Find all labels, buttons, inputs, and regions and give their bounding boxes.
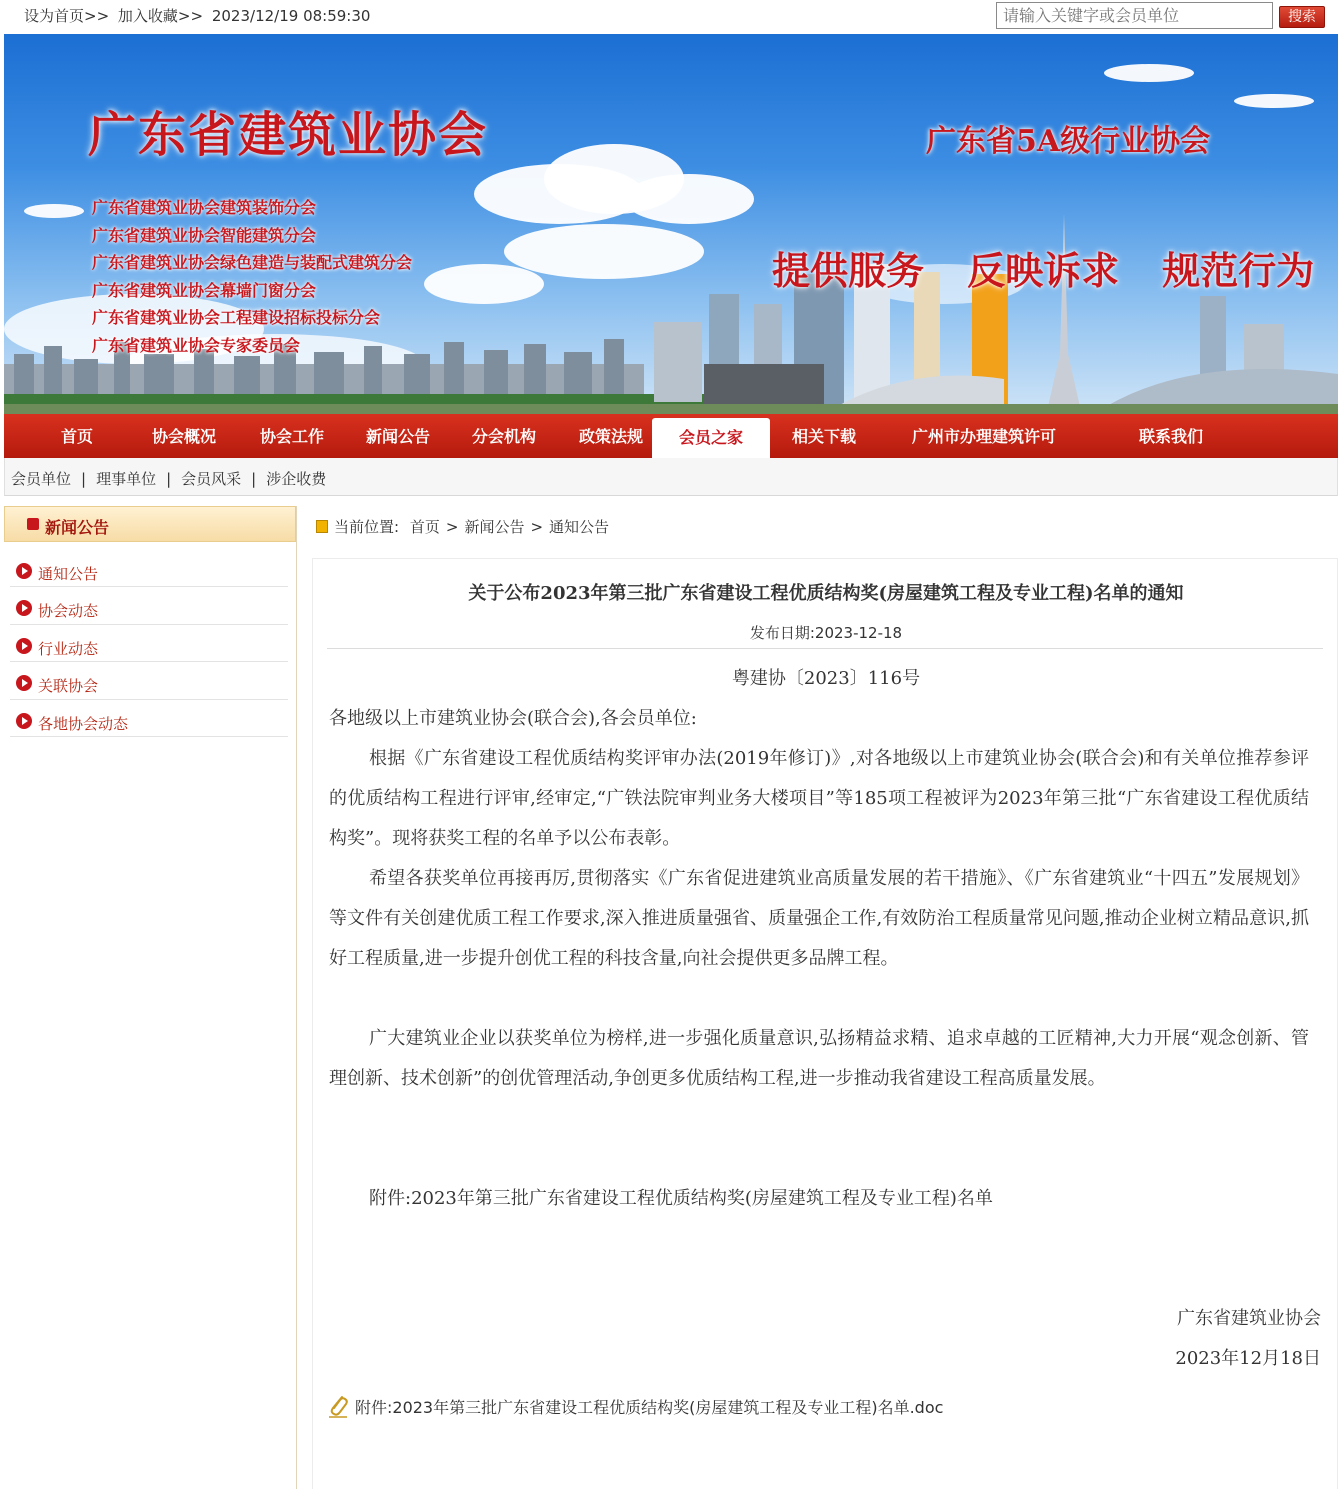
search-button[interactable]: 搜索 [1279,6,1325,28]
sidebar-item-related-associations[interactable] [10,662,288,699]
top-links [24,5,374,26]
branch-item[interactable]: 广东省建筑业协会专家委员会 [92,335,301,355]
slogan-service: 提供服务 [772,248,925,293]
sidebar-item-label: 各地协会动态 [38,714,129,733]
nav-members[interactable]: 会员之家 [652,418,770,458]
article-panel [312,558,1338,1489]
top-bar [0,0,1339,32]
attachment-filename: 附件:2023年第三批广东省建设工程优质结构奖(房屋建筑工程及专业工程)名单.doc [355,1398,944,1417]
sidebar-item-notices[interactable] [10,550,288,587]
set-home-link[interactable]: 设为首页>> [24,7,110,25]
sidebar [4,506,297,1489]
signature-organization: 广东省建筑业协会 [1177,1308,1321,1329]
subnav-council-units[interactable]: 理事单位 [96,470,157,488]
breadcrumb-label: 当前位置: [334,518,400,536]
sidebar-item-label: 关联协会 [38,677,99,696]
slogan-regulate: 规范行为 [1162,248,1315,293]
branch-item[interactable]: 广东省建筑业协会建筑装饰分会 [92,198,317,217]
sidebar-item-local-associations[interactable] [10,700,288,737]
breadcrumb-separator: > [445,518,459,536]
flag-icon [316,520,328,533]
subnav-separator: | [166,470,172,488]
salutation: 各地级以上市建筑业协会(联合会),各会员单位: [329,708,697,729]
nav-home[interactable]: 首页 [60,427,93,446]
main-nav [4,414,1338,458]
breadcrumb-notices[interactable]: 通知公告 [549,518,610,536]
subnav-enterprise-fees[interactable]: 涉企收费 [266,470,327,488]
branch-item[interactable]: 广东省建筑业协会绿色建造与装配式建筑分会 [92,253,413,273]
play-circle-icon [16,563,32,579]
nav-contact[interactable]: 联系我们 [1138,427,1203,446]
nav-work[interactable]: 协会工作 [259,427,324,446]
sidebar-item-label: 通知公告 [38,565,99,583]
slogans [772,240,1338,295]
paragraph: 广大建筑业企业以获奖单位为榜样,进一步强化质量意识,弘扬精益求精、追求卓越的工匠精神,大力开展“观念创新、管理创新、技术创新”的创优管理活动,争创更多优质结构工程,进一步推动我省建设工程高质量发展。 [329,1028,1309,1089]
sidebar-title: 新闻公告 [45,518,110,537]
breadcrumb-separator: > [530,518,544,536]
paragraph: 根据《广东省建设工程优质结构奖评审办法(2019年修订)》,对各地级以上市建筑业协会(联合会)和有关单位推荐参评的优质结构工程进行评审,经审定,“广铁法院审判业务大楼项目”等185项工程被评为2023年第三批“广东省建设工程优质结构奖”。现将获奖工程的名单予以公布表彰。 [329,748,1309,849]
subnav-separator: | [81,470,87,488]
branch-item[interactable]: 广东省建筑业协会工程建设招标投标分会 [92,308,381,328]
slogan-appeal: 反映诉求 [967,248,1120,293]
breadcrumb-news[interactable]: 新闻公告 [464,518,525,536]
nav-news[interactable]: 新闻公告 [365,427,430,446]
sidebar-item-label: 行业动态 [38,639,99,658]
sidebar-header [4,506,296,542]
play-circle-icon [16,713,32,729]
paragraph: 希望各获奖单位再接再厉,贯彻落实《广东省促进建筑业高质量发展的若干措施》、《广东省建筑业“十四五”发展规划》等文件有关创建优质工程工作要求,深入推进质量强省、质量强企工作,有效防治工程质量常见问题,推动企业树立精品意识,抓好工程质量,进一步提升创优工程的科技含量,向社会提供更多品牌工程。 [329,868,1309,969]
subnav-member-units[interactable]: 会员单位 [11,470,72,488]
play-circle-icon [16,675,32,691]
paperclip-icon [327,1393,349,1419]
branch-item[interactable]: 广东省建筑业协会智能建筑分会 [92,225,317,245]
play-circle-icon [16,638,32,654]
current-datetime: 2023/12/19 08:59:30 [211,7,371,25]
header-banner [4,34,1338,414]
signature-date: 2023年12月18日 [1175,1348,1321,1369]
divider [327,648,1323,649]
nav-guangzhou-permit[interactable]: 广州市办理建筑许可 [911,427,1056,446]
association-level: 广东省5A级行业协会 [926,124,1211,159]
sidebar-item-industry-news[interactable] [10,625,288,662]
sidebar-item-association-news[interactable] [10,587,288,624]
site-title: 广东省建筑业协会 [88,107,489,163]
attachment-link[interactable] [327,1393,943,1419]
branch-list [92,194,412,360]
document-number: 粤建协〔2023〕116号 [731,668,921,689]
sub-nav [4,458,1338,496]
add-favorite-link[interactable]: 加入收藏>> [117,7,204,25]
breadcrumb-home[interactable]: 首页 [409,518,440,536]
search-input[interactable] [996,2,1273,29]
branch-item[interactable]: 广东省建筑业协会幕墙门窗分会 [92,280,317,300]
subnav-separator: | [251,470,257,488]
breadcrumb [316,516,609,537]
nav-branches[interactable]: 分会机构 [471,427,536,446]
nav-downloads[interactable]: 相关下载 [791,427,856,446]
play-circle-icon [16,600,32,616]
article-date: 发布日期:2023-12-18 [749,624,903,642]
article-title: 关于公布2023年第三批广东省建设工程优质结构奖(房屋建筑工程及专业工程)名单的通知 [468,583,1184,604]
nav-policies[interactable]: 政策法规 [578,427,643,446]
subnav-member-showcase[interactable]: 会员风采 [181,470,242,488]
square-bullet-icon [27,518,39,530]
attachment-note: 附件:2023年第三批广东省建设工程优质结构奖(房屋建筑工程及专业工程)名单 [369,1188,993,1209]
sidebar-item-label: 协会动态 [38,602,99,621]
nav-about[interactable]: 协会概况 [151,427,216,446]
